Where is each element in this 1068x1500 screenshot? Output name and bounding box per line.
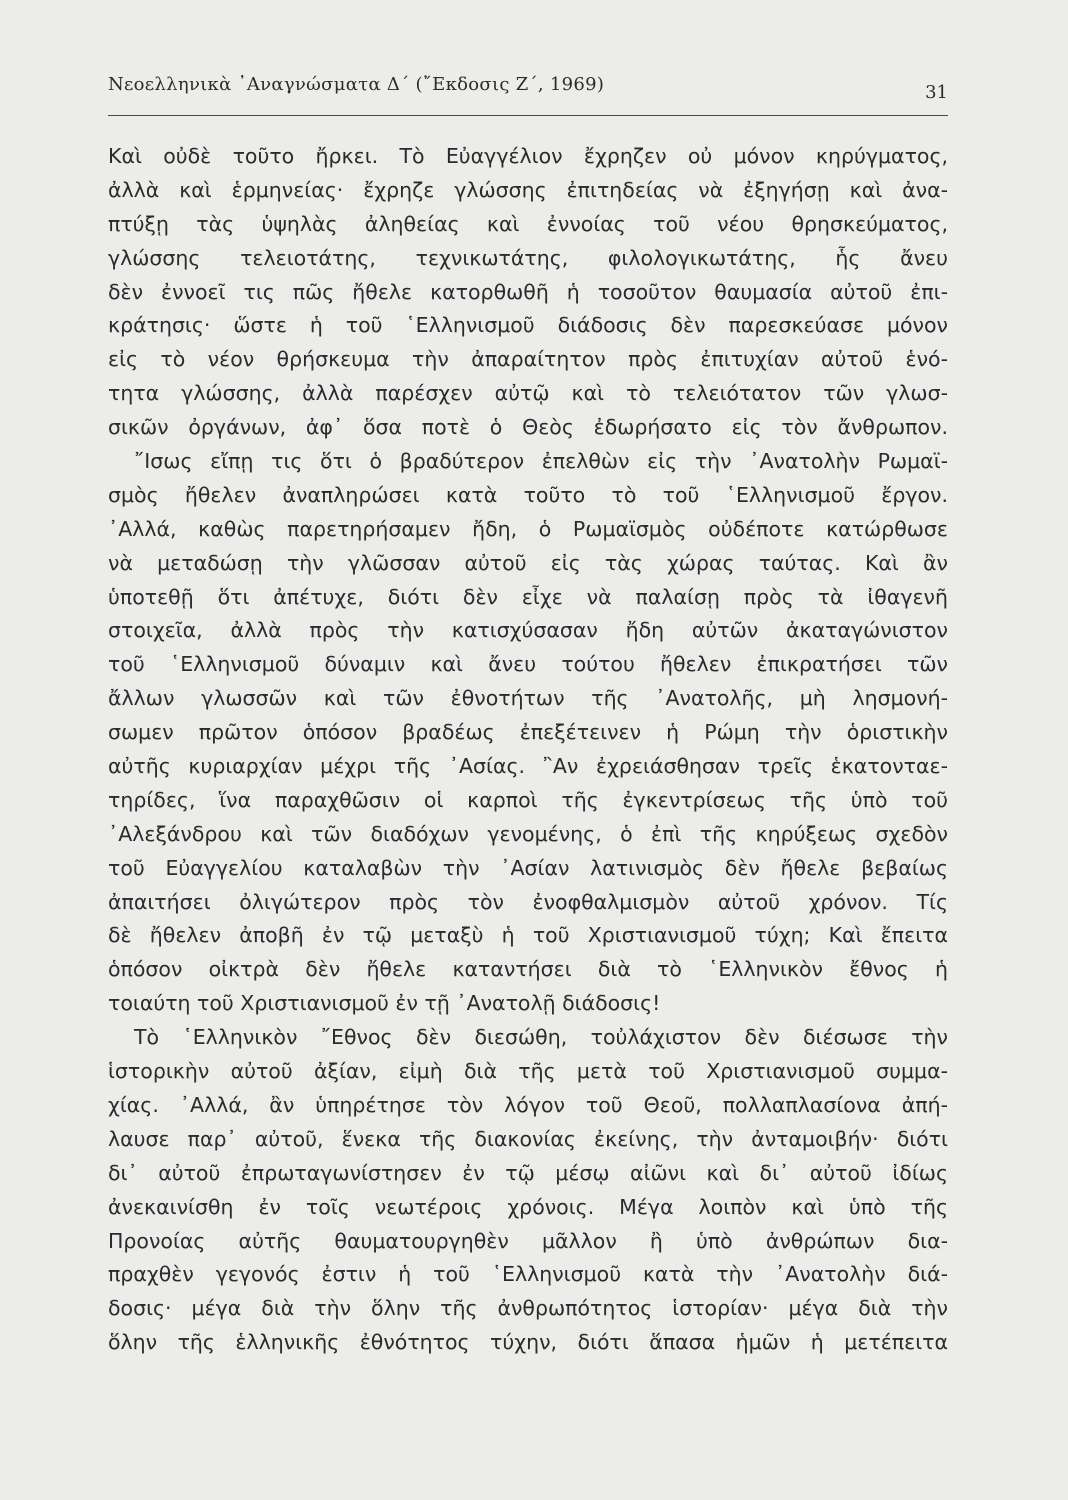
- text-line: ᾿Αλεξάνδρου καὶ τῶν διαδόχων γενομένης, ὁ ἐπὶ τῆς κηρύξεως σχεδὸν: [108, 821, 948, 846]
- text-line: ἀνεκαινίσθη ἐν τοῖς νεωτέροις χρόνοις. Μέγα λοιπὸν καὶ ὑπὸ τῆς: [108, 1194, 948, 1219]
- text-line: πτύξῃ τὰς ὑψηλὰς ἀληθείας καὶ ἐννοίας τοῦ νέου θρησκεύματος,: [108, 211, 948, 236]
- text-line: σικῶν ὀργάνων, ἀφ᾿ ὅσα ποτὲ ὁ Θεὸς ἐδωρήσατο εἰς τὸν ἄνθρωπον.: [108, 415, 948, 440]
- running-header: [108, 72, 948, 103]
- text-line: Καὶ οὐδὲ τοῦτο ἤρκει. Τὸ Εὐαγγέλιον ἔχρηζεν οὐ μόνον κηρύγματος,: [108, 144, 948, 168]
- running-title: Νεοελληνικὰ ᾿Αναγνώσματα Δ΄ (῎Εκδοσις Ζ΄, 1969): [108, 74, 605, 95]
- text-line: τοιαύτη τοῦ Χριστιανισμοῦ ἐν τῇ ᾿Ανατολῇ διάδοσις!: [108, 991, 661, 1016]
- text-line: αὐτῆς κυριαρχίαν μέχρι τῆς ᾿Ασίας. ῍Αν ἐχρειάσθησαν τρεῖς ἑκατονταε-: [108, 754, 948, 779]
- text-line: ἀλλὰ καὶ ἑρμηνείας· ἔχρηζε γλώσσης ἐπιτηδείας νὰ ἐξηγήσῃ καὶ ἀνα-: [108, 177, 948, 202]
- text-line: τηρίδες, ἵνα παραχθῶσιν οἱ καρποὶ τῆς ἐγκεντρίσεως τῆς ὑπὸ τοῦ: [108, 787, 948, 812]
- text-line: τοῦ ῾Ελληνισμοῦ δύναμιν καὶ ἄνευ τούτου ἤθελεν ἐπικρατήσει τῶν: [108, 652, 948, 677]
- text-line: σμὸς ἤθελεν ἀναπληρώσει κατὰ τοῦτο τὸ τοῦ ῾Ελληνισμοῦ ἔργον.: [108, 482, 948, 507]
- text-line: σωμεν πρῶτον ὁπόσον βραδέως ἐπεξέτεινεν ἡ Ρώμη τὴν ὁριστικὴν: [108, 720, 948, 745]
- page-number: 31: [925, 82, 948, 103]
- text-line: Τὸ ῾Ελληνικὸν ῎Εθνος δὲν διεσώθη, τοὐλάχιστον δὲν διέσωσε τὴν: [134, 1025, 948, 1050]
- text-line: εἰς τὸ νέον θρήσκευμα τὴν ἀπαραίτητον πρὸς ἐπιτυχίαν αὐτοῦ ἑνό-: [108, 347, 948, 372]
- text-line: τητα γλώσσης, ἀλλὰ παρέσχεν αὐτῷ καὶ τὸ τελειότατον τῶν γλωσ-: [108, 381, 948, 406]
- text-line: Προνοίας αὐτῆς θαυματουργηθὲν μᾶλλον ἢ ὑπὸ ἀνθρώπων δια-: [108, 1228, 948, 1253]
- header-rule: [108, 115, 948, 116]
- text-line: ὅλην τῆς ἑλληνικῆς ἐθνότητος τύχην, διότι ἅπασα ἡμῶν ἡ μετέπειτα: [108, 1330, 948, 1355]
- text-line: ἀπαιτήσει ὀλιγώτερον πρὸς τὸν ἐνοφθαλμισμὸν αὐτοῦ χρόνον. Τίς: [108, 889, 948, 914]
- text-line: πραχθὲν γεγονός ἐστιν ἡ τοῦ ῾Ελληνισμοῦ κατὰ τὴν ᾿Ανατολὴν διά-: [108, 1262, 948, 1287]
- text-line: τοῦ Εὐαγγελίου καταλαβὼν τὴν ᾿Ασίαν λατινισμὸς δὲν ἤθελε βεβαίως: [108, 855, 948, 880]
- text-line: ᾿Αλλά, καθὼς παρετηρήσαμεν ἤδη, ὁ Ρωμαϊσμὸς οὐδέποτε κατώρθωσε: [108, 516, 948, 541]
- text-line: δι᾿ αὐτοῦ ἐπρωταγωνίστησεν ἐν τῷ μέσῳ αἰῶνι καὶ δι᾿ αὐτοῦ ἰδίως: [108, 1160, 948, 1185]
- text-line: δὲ ἤθελεν ἀποβῆ ἐν τῷ μεταξὺ ἡ τοῦ Χριστιανισμοῦ τύχη; Καὶ ἔπειτα: [108, 923, 948, 948]
- text-line: δοσις· μέγα διὰ τὴν ὅλην τῆς ἀνθρωπότητος ἱστορίαν· μέγα διὰ τὴν: [108, 1296, 948, 1321]
- text-line: ὑποτεθῇ ὅτι ἀπέτυχε, διότι δὲν εἶχε νὰ παλαίσῃ πρὸς τὰ ἰθαγενῆ: [108, 584, 948, 609]
- text-line: στοιχεῖα, ἀλλὰ πρὸς τὴν κατισχύσασαν ἤδη αὐτῶν ἀκαταγώνιστον: [108, 618, 948, 643]
- text-line: ὁπόσον οἰκτρὰ δὲν ἤθελε καταντήσει διὰ τὸ ῾Ελληνικὸν ἔθνος ἡ: [108, 957, 948, 982]
- text-line: ἄλλων γλωσσῶν καὶ τῶν ἐθνοτήτων τῆς ᾿Ανατολῆς, μὴ λησμονή-: [108, 686, 948, 711]
- text-line: λαυσε παρ᾿ αὐτοῦ, ἕνεκα τῆς διακονίας ἐκείνης, τὴν ἀνταμοιβήν· διότι: [108, 1126, 948, 1151]
- text-line: νὰ μεταδώσῃ τὴν γλῶσσαν αὐτοῦ εἰς τὰς χώρας ταύτας. Καὶ ἂν: [108, 550, 948, 575]
- text-line: ἱστορικὴν αὐτοῦ ἀξίαν, εἰμὴ διὰ τῆς μετὰ τοῦ Χριστιανισμοῦ συμμα-: [108, 1059, 948, 1084]
- text-line: δὲν ἐννοεῖ τις πῶς ἤθελε κατορθωθῆ ἡ τοσοῦτον θαυμασία αὐτοῦ ἐπι-: [108, 279, 948, 304]
- body-text: [108, 140, 948, 1360]
- text-line: χίας. ᾿Αλλά, ἂν ὑπηρέτησε τὸν λόγον τοῦ Θεοῦ, πολλαπλασίονα ἀπή-: [108, 1092, 948, 1117]
- text-line: κράτησις· ὥστε ἡ τοῦ ῾Ελληνισμοῦ διάδοσις δὲν παρεσκεύασε μόνον: [108, 313, 948, 338]
- text-line: γλώσσης τελειοτάτης, τεχνικωτάτης, φιλολογικωτάτης, ἧς ἄνευ: [108, 245, 948, 270]
- text-line: ῎Ισως εἴπῃ τις ὅτι ὁ βραδύτερον ἐπελθὼν εἰς τὴν ᾿Ανατολὴν Ρωμαϊ-: [134, 449, 948, 474]
